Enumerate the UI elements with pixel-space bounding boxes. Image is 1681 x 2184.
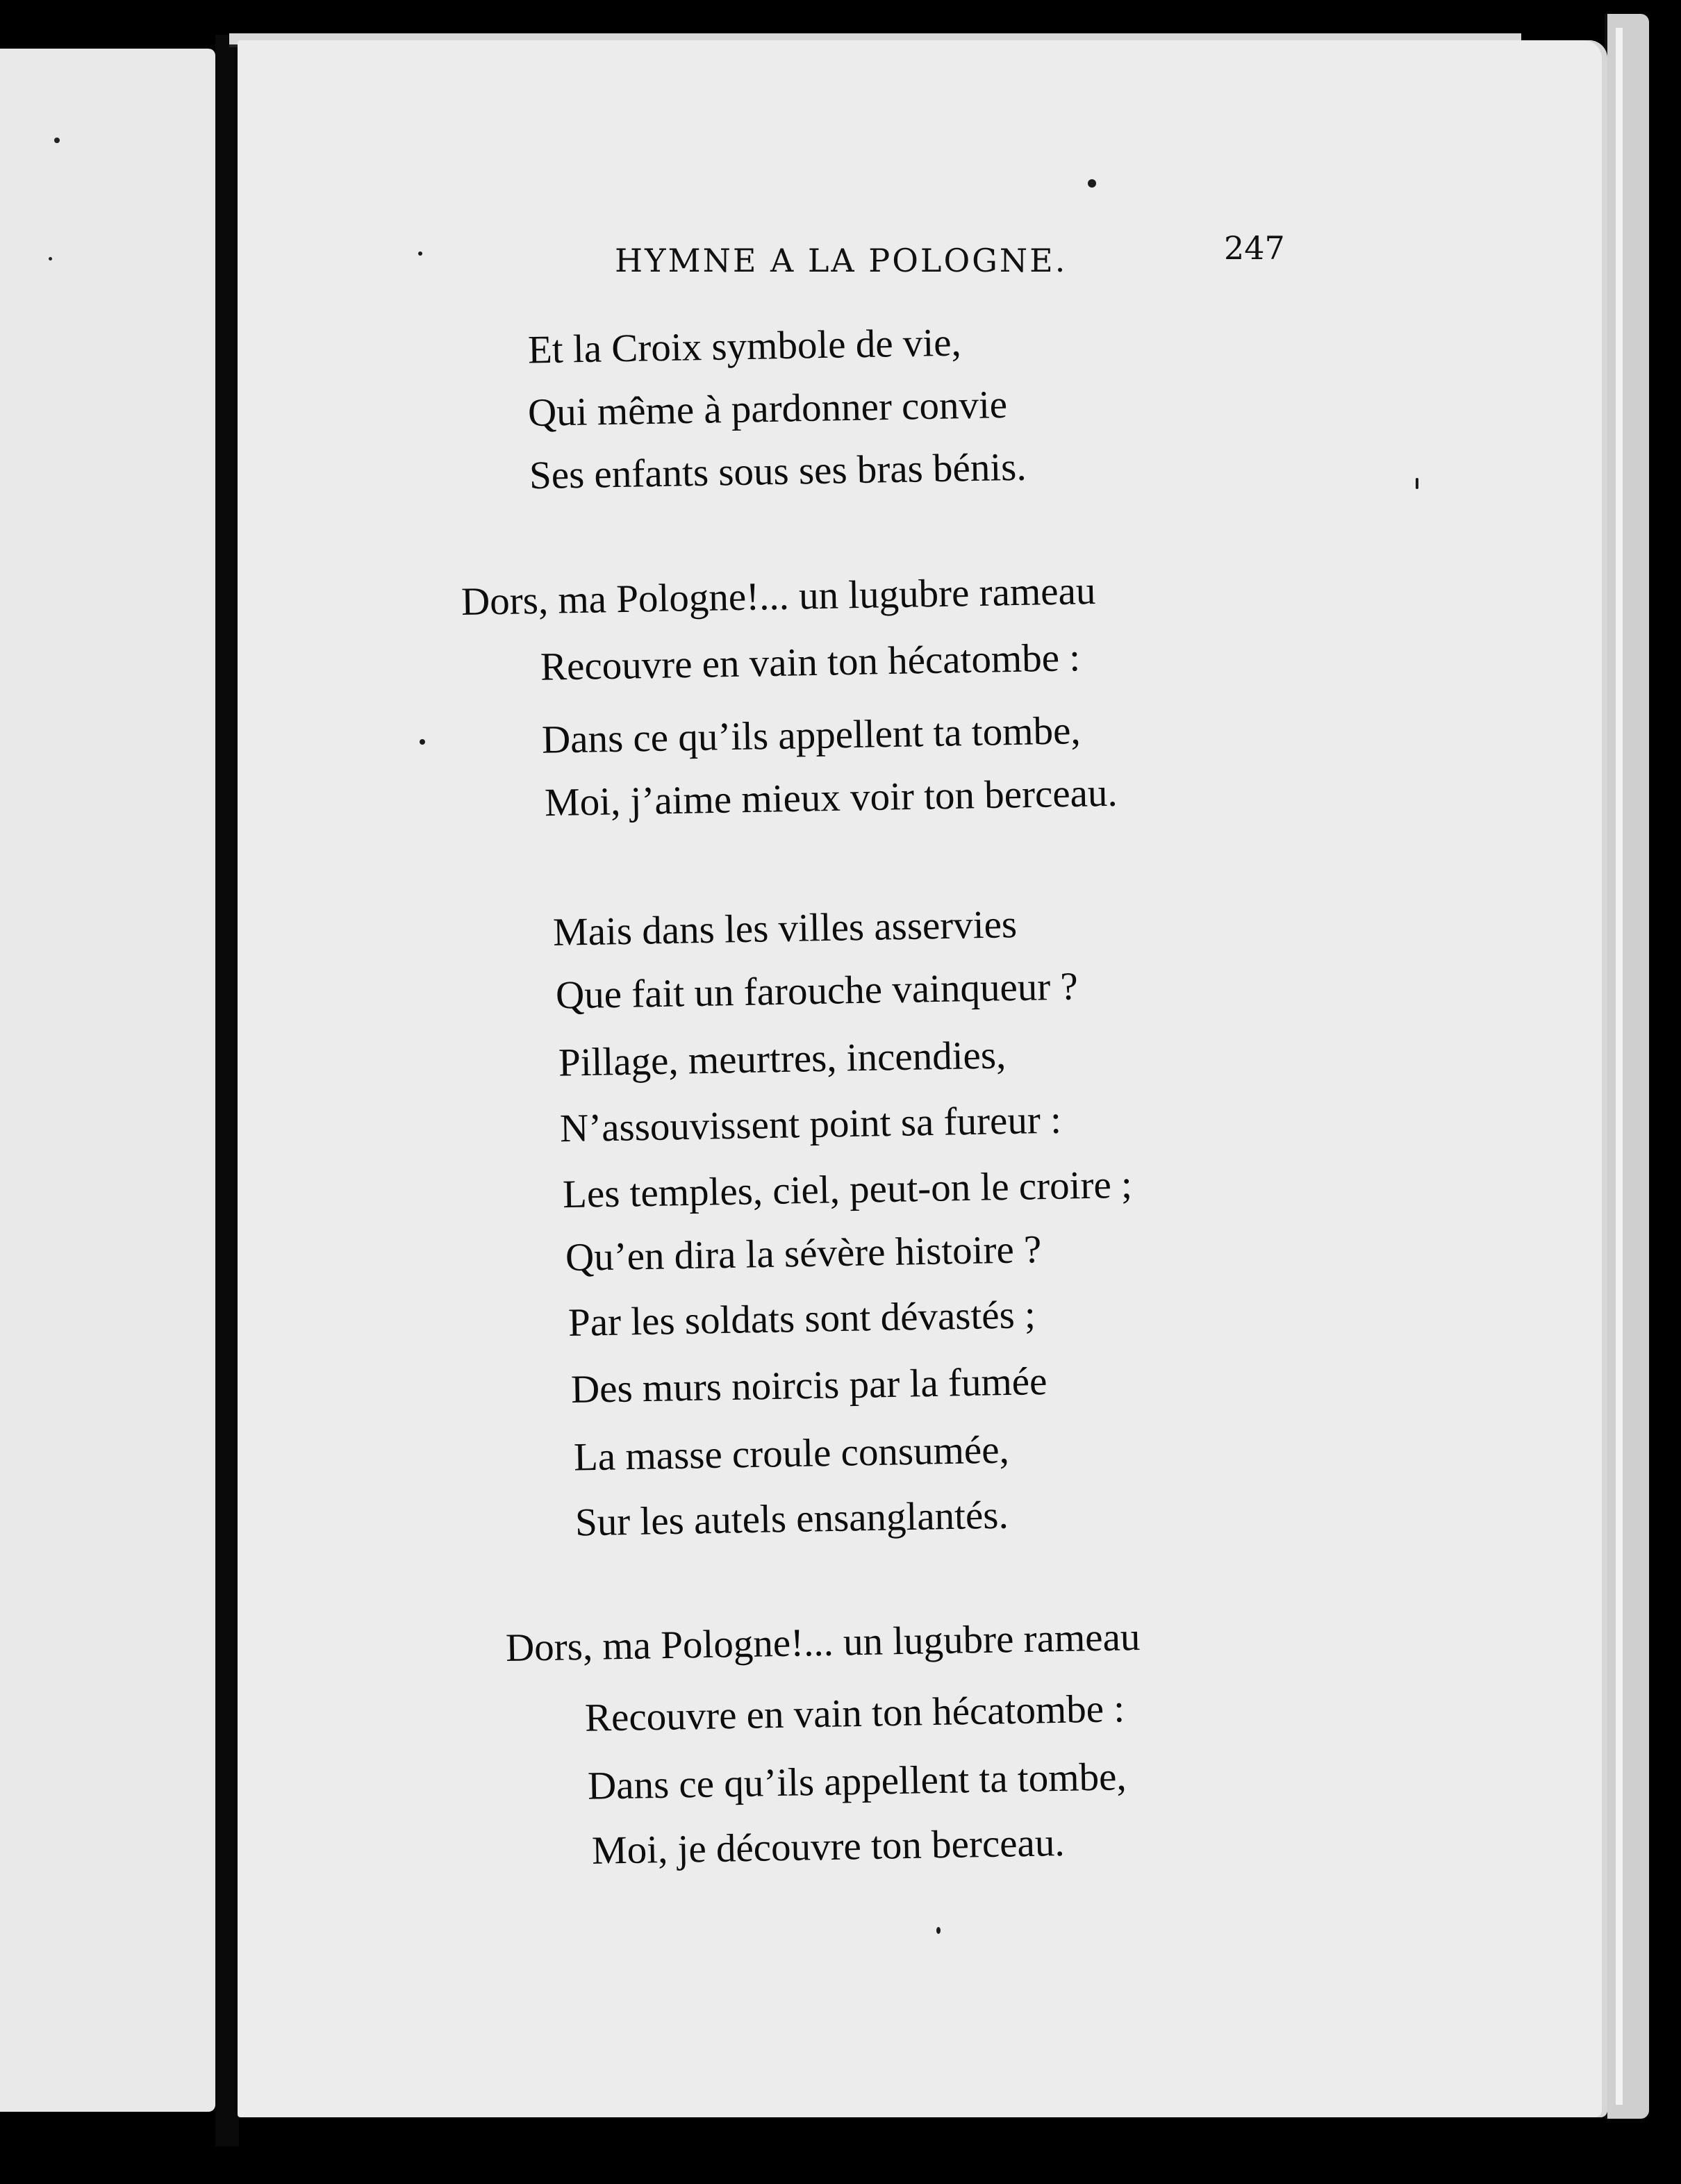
page-fore-edge-highlight — [1616, 28, 1623, 2105]
book-gutter — [215, 35, 239, 2146]
verse-line: Recouvre en vain ton hécatombe : — [584, 1687, 1125, 1740]
ink-speck — [420, 739, 425, 745]
verse-line: Pillage, meurtres, incendies, — [558, 1033, 1007, 1085]
verse-line: Que fait un farouche vainqueur ? — [555, 964, 1079, 1018]
verse-line: Et la Croix symbole de vie, — [527, 320, 962, 372]
verse-line: Des murs noircis par la fumée — [570, 1359, 1047, 1412]
verse-line: Sur les autels ensanglantés. — [574, 1493, 1009, 1545]
verse-line: La masse croule consumée, — [573, 1428, 1010, 1480]
verse-line: Par les soldats sont dévastés ; — [568, 1293, 1036, 1345]
verse-line: Dors, ma Pologne!... un lugubre rameau — [461, 569, 1096, 624]
ink-speck — [49, 257, 52, 260]
ink-speck — [54, 138, 60, 143]
verse-line: Qu’en dira la sévère histoire ? — [565, 1227, 1042, 1280]
previous-page-edge — [0, 49, 215, 2112]
verse-line: Dors, ma Pologne!... un lugubre rameau — [505, 1615, 1141, 1670]
page-number: 247 — [1224, 229, 1285, 267]
ink-speck — [418, 251, 422, 256]
verse-line: Dans ce qu’ils appellent ta tombe, — [541, 709, 1082, 762]
ink-speck — [1088, 179, 1096, 188]
verse-line: Moi, j’aime mieux voir ton berceau. — [544, 770, 1118, 825]
verse-line: Dans ce qu’ils appellent ta tombe, — [587, 1755, 1127, 1808]
verse-line: Recouvre en vain ton hécatombe : — [540, 636, 1081, 689]
verse-line: Ses enfants sous ses bras bénis. — [529, 445, 1027, 498]
verse-line: Mais dans les villes asservies — [552, 902, 1018, 954]
verse-line: Qui même à pardonner convie — [527, 382, 1008, 436]
verse-line: N’assouvissent point sa fureur : — [559, 1098, 1062, 1151]
ink-speck — [936, 1927, 941, 1934]
running-title: HYMNE A LA POLOGNE. — [615, 242, 1068, 279]
page-fore-edge — [1605, 14, 1649, 2119]
verse-line: Les temples, ciel, peut-on le croire ; — [562, 1162, 1133, 1217]
verse-line: Moi, je découvre ton berceau. — [591, 1821, 1066, 1873]
ink-speck — [1416, 478, 1418, 489]
